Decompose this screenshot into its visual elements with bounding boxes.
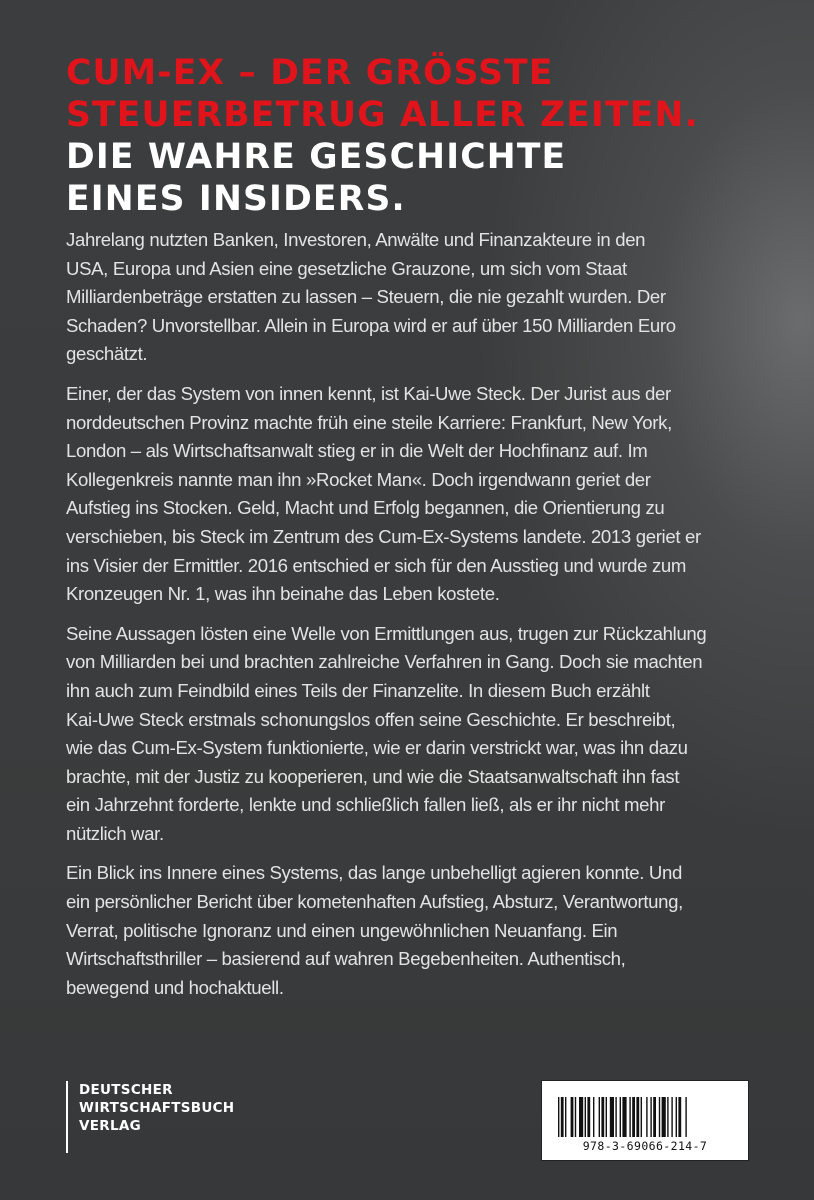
blurb-line: ein persönlicher Bericht über kometenhaften Aufstieg, Absturz, Verantwortung, bbox=[66, 891, 683, 913]
blurb-paragraph-2 bbox=[66, 380, 766, 609]
headline-red-line-2: STEUERBETRUG ALLER ZEITEN. bbox=[66, 95, 699, 135]
blurb-text bbox=[66, 226, 766, 1013]
blurb-line: geschätzt. bbox=[66, 343, 148, 365]
blurb-line: Verrat, politische Ignoranz und einen ungewöhnlichen Neuanfang. Ein bbox=[66, 919, 618, 941]
blurb-line: Kai-Uwe Steck erstmals schonungslos offen seine Geschichte. Er beschreibt, bbox=[66, 708, 676, 730]
blurb-line: Ein Blick ins Innere eines Systems, das lange unbehelligt agieren konnte. Und bbox=[66, 862, 682, 884]
isbn-barcode bbox=[541, 1080, 749, 1161]
headline-white-line-2: EINES INSIDERS. bbox=[66, 179, 406, 219]
blurb-paragraph-3 bbox=[66, 620, 766, 849]
blurb-line: brachte, mit der Justiz zu kooperieren, und wie die Staatsanwaltschaft ihn fast bbox=[66, 765, 680, 787]
blurb-line: nützlich war. bbox=[66, 822, 164, 844]
blurb-line: ihn auch zum Feindbild eines Teils der Finanzelite. In diesem Buch erzählt bbox=[66, 679, 650, 701]
blurb-paragraph-1 bbox=[66, 226, 766, 369]
publisher-line-2: WIRTSCHAFTSBUCH bbox=[79, 1100, 235, 1116]
blurb-line: bewegend und hochaktuell. bbox=[66, 976, 284, 998]
barcode-bars bbox=[558, 1097, 732, 1137]
blurb-line: Einer, der das System von innen kennt, ist Kai-Uwe Steck. Der Jurist aus der bbox=[66, 382, 671, 404]
isbn-number: 978-3-69066-214-7 bbox=[582, 1139, 708, 1153]
publisher-logo bbox=[66, 1081, 234, 1153]
blurb-line: Schaden? Unvorstellbar. Allein in Europa wird er auf über 150 Milliarden Euro bbox=[66, 314, 676, 336]
blurb-line: Kronzeugen Nr. 1, was ihn beinahe das Leben kostete. bbox=[66, 583, 500, 605]
headline bbox=[66, 52, 699, 220]
headline-red-line-1: CUM-EX – DER GRÖSSTE bbox=[66, 53, 554, 93]
blurb-line: Milliardenbeträge erstatten zu lassen – Steuern, die nie gezahlt wurden. Der bbox=[66, 286, 666, 308]
blurb-line: Kollegenkreis nannte man ihn »Rocket Man«. Doch irgendwann geriet der bbox=[66, 468, 651, 490]
blurb-paragraph-4 bbox=[66, 859, 766, 1002]
blurb-line: ins Visier der Ermittler. 2016 entschied er sich für den Ausstieg und wurde zum bbox=[66, 554, 687, 576]
publisher-line-3: VERLAG bbox=[79, 1118, 141, 1134]
blurb-line: USA, Europa und Asien eine gesetzliche Grauzone, um sich vom Staat bbox=[66, 257, 627, 279]
blurb-line: Aufstieg ins Stocken. Geld, Macht und Erfolg begannen, die Orientierung zu bbox=[66, 497, 665, 519]
blurb-line: Wirtschaftsthriller – basierend auf wahren Begebenheiten. Authentisch, bbox=[66, 948, 626, 970]
blurb-line: norddeutschen Provinz machte früh eine steile Karriere: Frankfurt, New York, bbox=[66, 411, 672, 433]
blurb-line: wie das Cum-Ex-System funktionierte, wie er darin verstrickt war, was ihn dazu bbox=[66, 737, 688, 759]
blurb-line: Jahrelang nutzten Banken, Investoren, Anwälte und Finanzakteure in den bbox=[66, 229, 646, 250]
blurb-line: ein Jahrzehnt forderte, lenkte und schließlich fallen ließ, als er ihr nicht mehr bbox=[66, 794, 665, 816]
headline-white-line-1: DIE WAHRE GESCHICHTE bbox=[66, 137, 567, 177]
blurb-line: verschieben, bis Steck im Zentrum des Cum-Ex-Systems landete. 2013 geriet er bbox=[66, 525, 701, 547]
blurb-line: London – als Wirtschaftsanwalt stieg er in die Welt der Hochfinanz auf. Im bbox=[66, 440, 648, 462]
blurb-line: Seine Aussagen lösten eine Welle von Ermittlungen aus, trugen zur Rückzahlung bbox=[66, 622, 707, 644]
publisher-line-1: DEUTSCHER bbox=[79, 1082, 173, 1098]
blurb-line: von Milliarden bei und brachten zahlreiche Verfahren in Gang. Doch sie machten bbox=[66, 651, 703, 673]
